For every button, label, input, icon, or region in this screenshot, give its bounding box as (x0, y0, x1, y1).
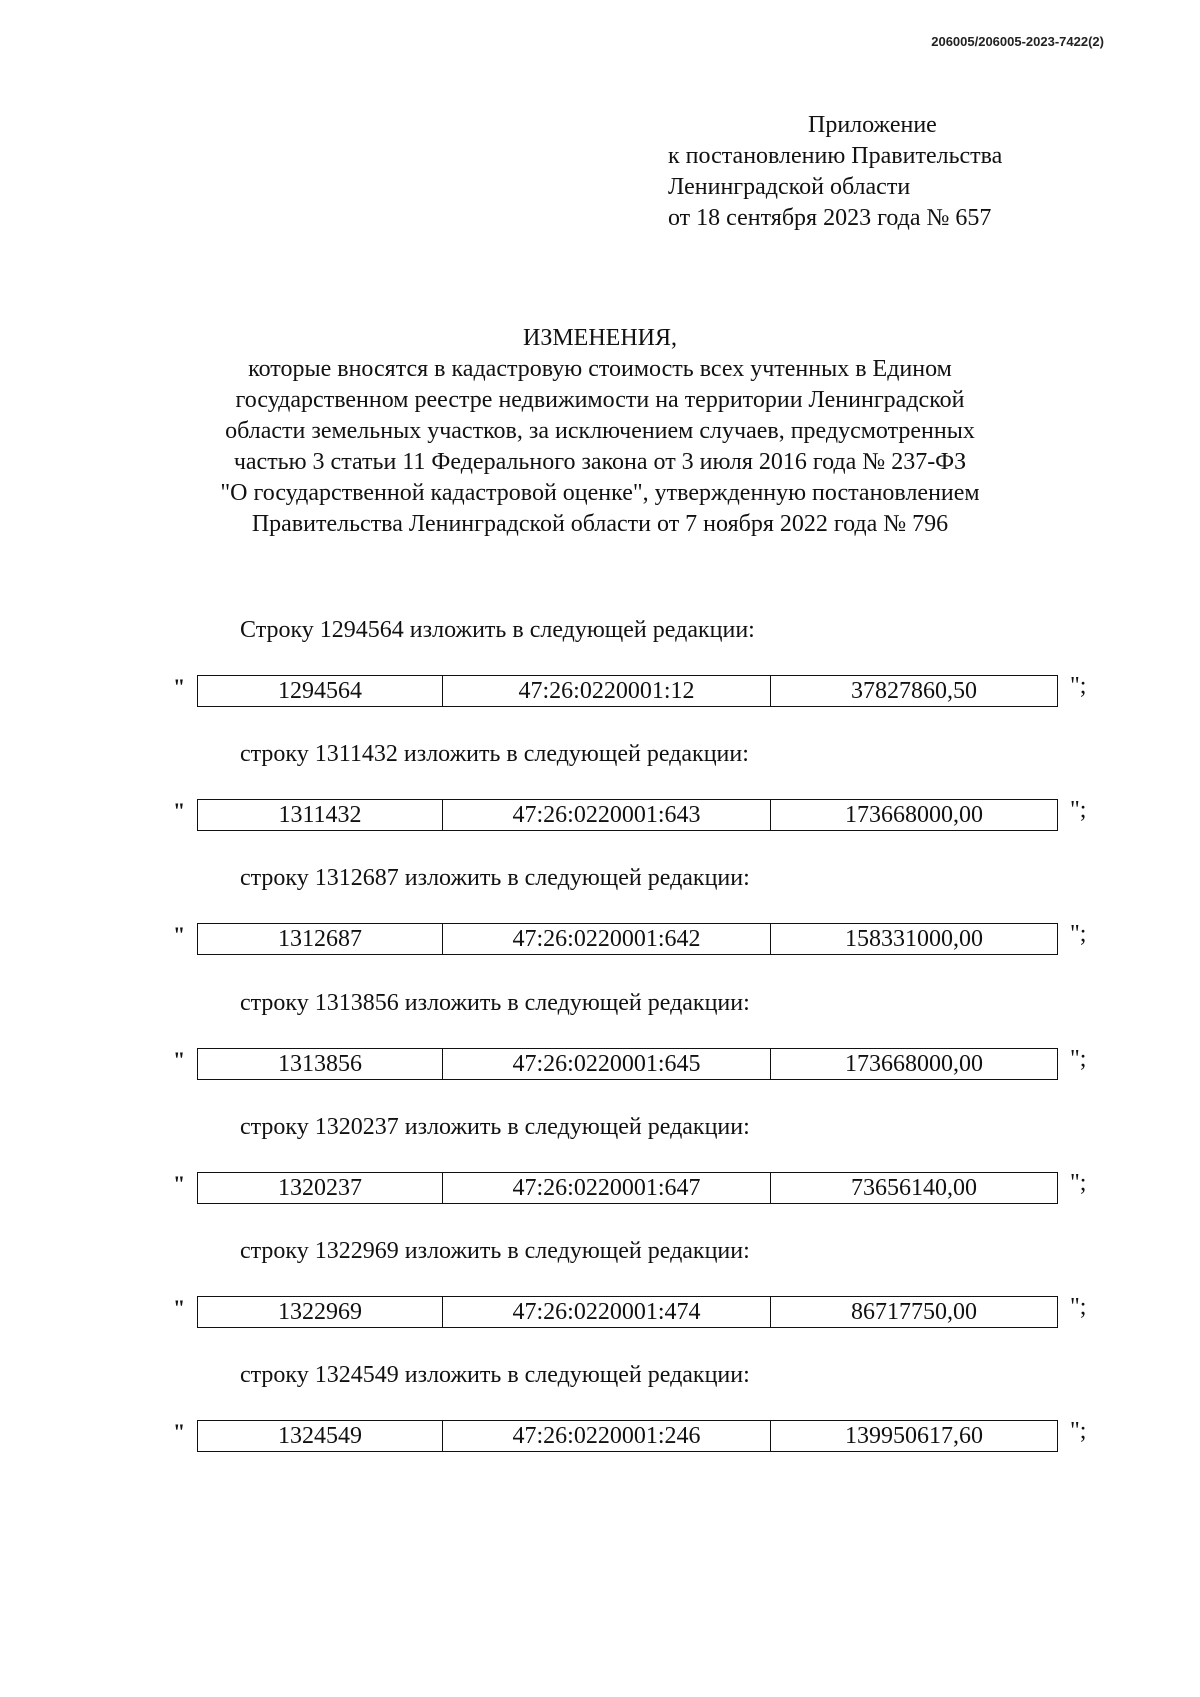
amendment-row (197, 1296, 1058, 1328)
quote-close: "; (1070, 921, 1087, 947)
heading-line: частью 3 статьи 11 Федерального закона от 3 июля 2016 года № 237-ФЗ (233, 449, 967, 475)
quote-open: " (173, 798, 186, 823)
quote-open: " (173, 1047, 186, 1072)
cadastral-number-cell: 47:26:0220001:246 (443, 1421, 771, 1451)
amendment-row (197, 923, 1058, 955)
cadastral-value-cell: 73656140,00 (851, 1174, 977, 1201)
quote-open: " (173, 1295, 186, 1320)
quote-close: "; (1070, 1170, 1087, 1196)
quote-close: "; (1070, 673, 1087, 699)
quote-open: " (173, 674, 186, 699)
quote-close: "; (1070, 1046, 1087, 1072)
amendment-instruction: Строку 1294564 изложить в следующей редакции: (240, 617, 755, 643)
heading-line: государственном реестре недвижимости на территории Ленинградской (235, 387, 965, 413)
amendment-block (0, 1236, 1200, 1346)
quote-open: " (173, 1171, 186, 1196)
heading-line: Правительства Ленинградской области от 7 ноября 2022 года № 796 (251, 511, 949, 537)
heading-line: "О государственной кадастровой оценке", утвержденную постановлением (220, 480, 980, 506)
amendment-block (0, 739, 1200, 849)
amendment-block (0, 1112, 1200, 1222)
row-number-cell: 1322969 (198, 1297, 443, 1327)
row-number-cell: 1294564 (198, 676, 443, 706)
amendment-row (197, 799, 1058, 831)
amendment-block (0, 988, 1200, 1098)
amendment-instruction: строку 1324549 изложить в следующей редакции: (240, 1362, 750, 1388)
row-number-cell: 1311432 (198, 800, 443, 830)
appendix-line: к постановлению Правительства (668, 143, 1003, 169)
amendment-block (0, 863, 1200, 973)
quote-open: " (173, 1419, 186, 1444)
cadastral-number-cell: 47:26:0220001:643 (443, 800, 771, 830)
amendment-instruction: строку 1312687 изложить в следующей редакции: (240, 865, 750, 891)
amendment-row (197, 1172, 1058, 1204)
document-id: 206005/206005-2023-7422(2) (931, 34, 1104, 49)
cadastral-value-cell: 139950617,60 (845, 1422, 983, 1449)
row-number-cell: 1313856 (198, 1049, 443, 1079)
row-number-cell: 1324549 (198, 1421, 443, 1451)
document-heading (150, 323, 1050, 540)
cadastral-value-cell: 173668000,00 (845, 801, 983, 828)
cadastral-value-cell: 158331000,00 (845, 925, 983, 952)
heading-title: ИЗМЕНЕНИЯ, (522, 325, 678, 351)
amendment-row (197, 1420, 1058, 1452)
appendix-date: от 18 сентября 2023 года № 657 (668, 205, 992, 231)
quote-open: " (173, 922, 186, 947)
appendix-title: Приложение (808, 112, 937, 138)
cadastral-value-cell: 173668000,00 (845, 1050, 983, 1077)
quote-close: "; (1070, 797, 1087, 823)
amendment-instruction: строку 1320237 изложить в следующей редакции: (240, 1114, 750, 1140)
quote-close: "; (1070, 1294, 1087, 1320)
row-number-cell: 1320237 (198, 1173, 443, 1203)
cadastral-number-cell: 47:26:0220001:12 (443, 676, 771, 706)
amendment-instruction: строку 1311432 изложить в следующей редакции: (240, 741, 749, 767)
amendment-row (197, 1048, 1058, 1080)
cadastral-value-cell: 86717750,00 (851, 1298, 977, 1325)
amendment-instruction: строку 1313856 изложить в следующей редакции: (240, 990, 750, 1016)
amendment-row (197, 675, 1058, 707)
cadastral-number-cell: 47:26:0220001:474 (443, 1297, 771, 1327)
amendment-instruction: строку 1322969 изложить в следующей редакции: (240, 1238, 750, 1264)
cadastral-number-cell: 47:26:0220001:642 (443, 924, 771, 954)
heading-line: области земельных участков, за исключением случаев, предусмотренных (225, 418, 975, 444)
amendment-block (0, 1360, 1200, 1470)
amendment-block (0, 615, 1200, 725)
appendix-block (668, 110, 1002, 234)
cadastral-number-cell: 47:26:0220001:645 (443, 1049, 771, 1079)
cadastral-value-cell: 37827860,50 (851, 677, 977, 704)
appendix-line: Ленинградской области (668, 174, 911, 200)
cadastral-number-cell: 47:26:0220001:647 (443, 1173, 771, 1203)
quote-close: "; (1070, 1418, 1087, 1444)
heading-line: которые вносятся в кадастровую стоимость всех учтенных в Едином (248, 356, 952, 382)
row-number-cell: 1312687 (198, 924, 443, 954)
